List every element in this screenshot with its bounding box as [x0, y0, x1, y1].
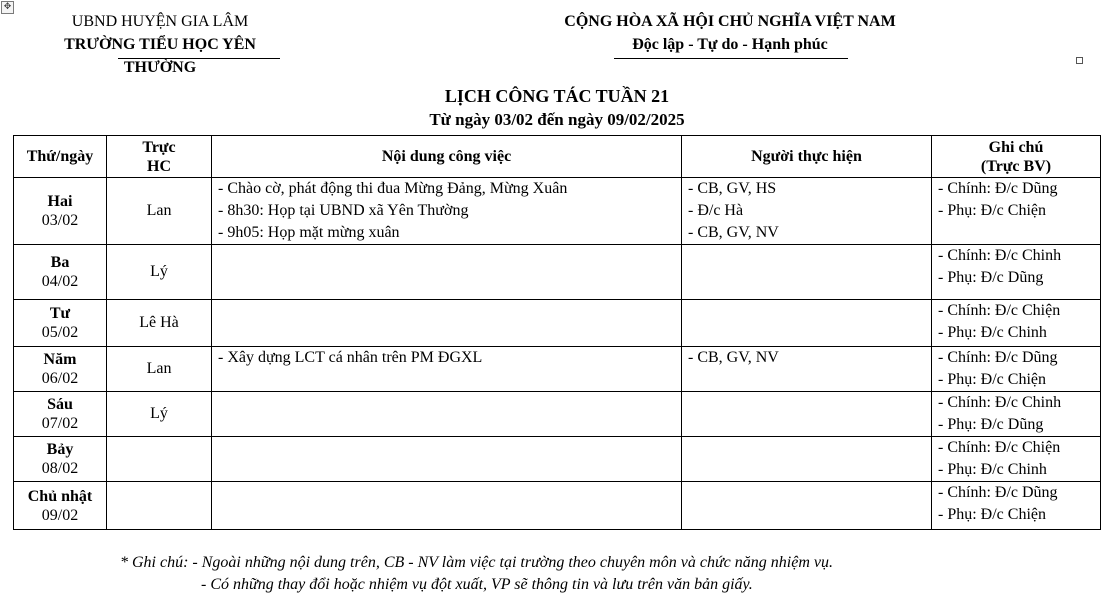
day-date: 04/02	[41, 273, 79, 290]
note-line: - Chính: Đ/c Dũng	[938, 484, 1058, 501]
duty-cell: Lan	[107, 178, 212, 245]
day-cell	[14, 437, 107, 482]
note-line: - Phụ: Đ/c Dũng	[938, 269, 1044, 286]
note-line: - Chính: Đ/c Dũng	[938, 349, 1058, 366]
note-cell	[932, 482, 1101, 530]
content-cell	[212, 347, 682, 392]
duty-cell: Lê Hà	[107, 300, 212, 347]
nation-motto: Độc lập - Tự do - Hạnh phúc	[632, 36, 828, 53]
performer-line: - Đ/c Hà	[688, 202, 744, 219]
performer-cell	[682, 245, 932, 300]
note-line: - Chính: Đ/c Chiện	[938, 439, 1061, 456]
note-line: - Phụ: Đ/c Chinh	[938, 461, 1047, 478]
paragraph-mark-icon	[1076, 57, 1083, 64]
day-date: 07/02	[41, 415, 79, 432]
day-name: Chủ nhật	[27, 487, 93, 505]
note-line: - Chính: Đ/c Dũng	[938, 180, 1058, 197]
header-note-line1: Ghi chú	[988, 138, 1044, 156]
performer-cell	[682, 482, 932, 530]
note-cell	[932, 437, 1101, 482]
performer-cell	[682, 392, 932, 437]
note-cell	[932, 178, 1101, 245]
performer-line: - CB, GV, NV	[688, 224, 779, 241]
header-duty	[107, 136, 212, 178]
table-header-row	[14, 136, 1101, 178]
content-cell	[212, 482, 682, 530]
note-cell	[932, 392, 1101, 437]
header-performer: Người thực hiện	[682, 136, 932, 178]
header-day: Thứ/ngày	[14, 136, 107, 178]
day-name: Bảy	[46, 441, 74, 458]
content-line: - 9h05: Họp mặt mừng xuân	[218, 224, 400, 241]
duty-cell: Lý	[107, 245, 212, 300]
note-line: - Chính: Đ/c Chinh	[938, 247, 1062, 264]
table-row	[14, 392, 1101, 437]
day-name: Hai	[47, 193, 73, 210]
duty-cell	[107, 437, 212, 482]
content-line: - Chào cờ, phát động thi đua Mừng Đảng, Mừng Xuân	[218, 180, 568, 197]
day-name: Sáu	[47, 396, 73, 413]
day-cell	[14, 482, 107, 530]
day-name: Tư	[49, 305, 71, 322]
note-line: - Phụ: Đ/c Chinh	[938, 324, 1047, 341]
duty-cell: Lan	[107, 347, 212, 392]
day-cell	[14, 300, 107, 347]
day-cell	[14, 245, 107, 300]
nation-header	[500, 10, 960, 56]
day-date: 03/02	[41, 212, 79, 229]
note-line: - Phụ: Đ/c Chiện	[938, 202, 1046, 219]
performer-line: - CB, GV, HS	[688, 180, 777, 197]
duty-cell	[107, 482, 212, 530]
performer-cell	[682, 347, 932, 392]
footnote-line2: - Có những thay đổi hoặc nhiệm vụ đột xuất, VP sẽ thông tin và lưu trên văn bản giấy.	[201, 576, 753, 593]
performer-line: - CB, GV, NV	[688, 349, 779, 366]
footnote-line1: * Ghi chú: - Ngoài những nội dung trên, CB - NV làm việc tại trường theo chuyên môn và chức năng nhiệm vụ.	[120, 554, 833, 571]
table-row	[14, 300, 1101, 347]
note-line: - Phụ: Đ/c Chiện	[938, 506, 1046, 523]
duty-cell: Lý	[107, 392, 212, 437]
day-name: Năm	[43, 351, 77, 368]
header-note	[932, 136, 1101, 178]
content-line: - 8h30: Họp tại UBND xã Yên Thường	[218, 202, 469, 219]
day-cell	[14, 347, 107, 392]
header-content: Nội dung công việc	[212, 136, 682, 178]
table-row	[14, 437, 1101, 482]
table-move-handle-icon[interactable]: ✥	[1, 1, 14, 14]
day-date: 05/02	[41, 324, 79, 341]
school-underline	[118, 58, 280, 59]
performer-cell	[682, 178, 932, 245]
performer-cell	[682, 300, 932, 347]
day-cell	[14, 392, 107, 437]
day-date: 08/02	[41, 460, 79, 477]
content-cell	[212, 178, 682, 245]
day-name: Ba	[50, 254, 70, 271]
header-note-line2: (Trực BV)	[980, 157, 1052, 175]
school-name: TRƯỜNG TIỂU HỌC YÊN THƯỜNG	[64, 36, 256, 76]
note-cell	[932, 300, 1101, 347]
district-name: UBND HUYỆN GIA LÂM	[71, 13, 249, 30]
table-row	[14, 482, 1101, 530]
note-line: - Phụ: Đ/c Chiện	[938, 371, 1046, 388]
day-cell	[14, 178, 107, 245]
nation-name: CỘNG HÒA XÃ HỘI CHỦ NGHĨA VIỆT NAM	[564, 13, 896, 30]
content-cell	[212, 300, 682, 347]
document-subtitle: Từ ngày 03/02 đến ngày 09/02/2025	[429, 110, 685, 129]
table-row	[14, 178, 1101, 245]
schedule-table	[13, 135, 1101, 530]
table-row	[14, 347, 1101, 392]
content-cell	[212, 437, 682, 482]
note-line: - Phụ: Đ/c Dũng	[938, 416, 1044, 433]
note-line: - Chính: Đ/c Chinh	[938, 394, 1062, 411]
document-title: LỊCH CÔNG TÁC TUẦN 21	[444, 86, 670, 106]
content-cell	[212, 392, 682, 437]
table-row	[14, 245, 1101, 300]
content-line: - Xây dựng LCT cá nhân trên PM ĐGXL	[218, 349, 483, 366]
performer-cell	[682, 437, 932, 482]
day-date: 09/02	[41, 506, 79, 524]
note-cell	[932, 347, 1101, 392]
note-cell	[932, 245, 1101, 300]
organization-header	[40, 10, 280, 79]
motto-underline	[614, 58, 848, 59]
day-date: 06/02	[41, 370, 79, 387]
header-duty-line1: Trực	[142, 138, 176, 156]
content-cell	[212, 245, 682, 300]
header-duty-line2: HC	[147, 157, 171, 175]
note-line: - Chính: Đ/c Chiện	[938, 302, 1061, 319]
